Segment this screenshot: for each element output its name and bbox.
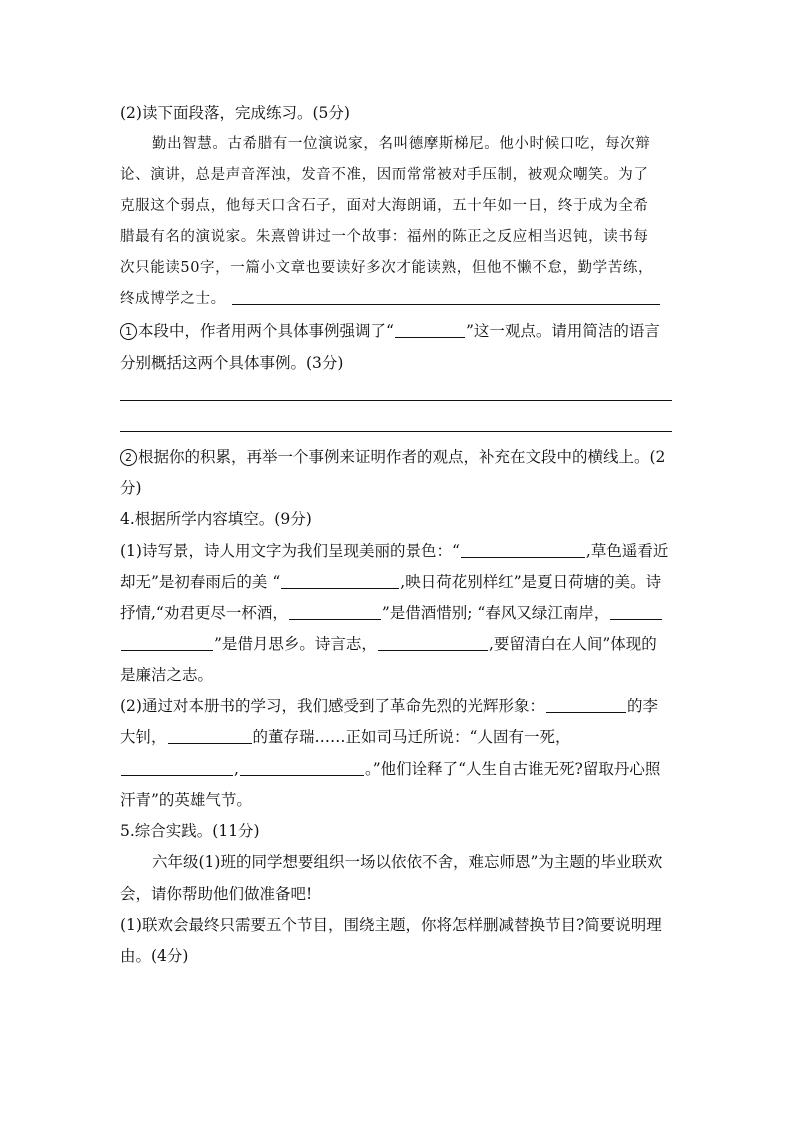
q4-p1-text: 却无”是初春雨后的美 “ — [120, 573, 281, 591]
sub-question-1 — [120, 321, 660, 341]
q4-p2-line1 — [120, 696, 658, 716]
passage-fill-blank[interactable] — [232, 289, 660, 305]
q4-p1-text: ”是借酒惜别; “春风又绿江南岸， — [381, 604, 610, 622]
q4-p1-text: ,草色遥看近 — [585, 542, 669, 560]
q4-p2-line3 — [120, 759, 660, 779]
q5-intro-line1: 六年级(1)班的同学想要组织一场以依依不舍，难忘师恩”为主题的毕业联欢 — [152, 853, 663, 871]
q5-p1-line1: (1)联欢会最终只需要五个节目，围绕主题，你将怎样删减替换节目?简要说明理 — [120, 916, 662, 934]
passage-line: 论、演讲，总是声音浑浊，发音不准，因而常常被对手压制，被观众嘲笑。为了 — [120, 167, 649, 183]
answer-line-1[interactable] — [120, 400, 672, 401]
hero-blank-1[interactable] — [546, 697, 626, 713]
q4-p1-line1 — [120, 541, 668, 561]
q4-p2-text: , — [234, 760, 239, 778]
q5-intro-line2: 会，请你帮助他们做准备吧! — [120, 885, 313, 903]
quote-blank-2[interactable] — [240, 760, 364, 776]
q4-p2-text: 。”他们诠释了“人生自古谁无死?留取丹心照 — [364, 760, 661, 778]
passage-last-text: 终成博学之士。 — [120, 291, 226, 307]
poem-blank-3[interactable] — [289, 604, 381, 620]
q4-p2-text: 的李 — [626, 697, 658, 715]
q4-p2-text: 的董存瑞……正如司马迁所说：“人固有一死， — [252, 728, 571, 746]
viewpoint-blank[interactable] — [395, 322, 465, 338]
question-5-title: 5.综合实践。(11分) — [120, 822, 260, 840]
question-title: (2)读下面段落，完成练习。(5分) — [120, 104, 350, 122]
sub1-text-a: 本段中，作者用两个具体事例强调了“ — [138, 322, 394, 340]
passage-line — [120, 289, 661, 309]
circled-number-1: 1 — [120, 323, 137, 340]
poem-blank-4b[interactable] — [121, 635, 213, 651]
q5-p1-line2: 由。(4分) — [120, 947, 189, 965]
circled-number-2: 2 — [120, 449, 137, 466]
hero-blank-2[interactable] — [168, 728, 252, 744]
poem-blank-5[interactable] — [378, 635, 488, 651]
q4-p1-text: 抒情,“劝君更尽一杯酒， — [120, 604, 288, 622]
q4-p1-line2 — [120, 572, 661, 592]
q4-p2-text: 大钊， — [120, 728, 167, 746]
q4-p1-line4 — [120, 634, 657, 654]
q4-p1-text: ”是借月思乡。诗言志， — [214, 635, 377, 653]
q4-p2-text: (2)通过对本册书的学习，我们感受到了革命先烈的光辉形象： — [120, 697, 545, 715]
sub-question-2 — [120, 447, 665, 467]
sub1-text-b: ”这一观点。请用简洁的语言 — [465, 322, 660, 340]
q4-p1-text: (1)诗写景，诗人用文字为我们呈现美丽的景色：“ — [120, 542, 460, 560]
passage-line: 腊最有名的演说家。朱熹曾讲过一个故事：福州的陈正之反应相当迟钝，读书每 — [120, 229, 649, 245]
poem-blank-4a[interactable] — [610, 604, 662, 620]
q4-p1-line3 — [120, 603, 663, 623]
answer-line-2[interactable] — [120, 431, 672, 432]
q4-p1-text: ,要留清白在人间”体现的 — [488, 635, 657, 653]
passage-line: 克服这个弱点，他每天口含石子，面对大海朗诵，五十年如一日，终于成为全希 — [120, 198, 649, 214]
q4-p2-line2 — [120, 727, 570, 747]
sub-question-2-cont: 分) — [120, 479, 142, 497]
sub-question-1-cont: 分别概括这两个具体事例。(3分) — [120, 354, 344, 372]
poem-blank-1[interactable] — [461, 542, 585, 558]
q4-p1-line5: 是廉洁之志。 — [120, 666, 214, 684]
sub2-text: 根据你的积累，再举一个事例来证明作者的观点，补充在文段中的横线上。(2 — [138, 448, 666, 466]
poem-blank-2[interactable] — [281, 573, 399, 589]
q4-p2-line4: 汗青”的英雄气节。 — [120, 791, 252, 809]
passage-line: 次只能读50字，一篇小文章也要读好多次才能读熟，但他不懒不怠，勤学苦练， — [120, 260, 654, 276]
quote-blank-1[interactable] — [121, 760, 233, 776]
question-4-title: 4.根据所学内容填空。(9分) — [120, 510, 312, 528]
q4-p1-text: ,映日荷花别样红”是夏日荷塘的美。诗 — [400, 573, 662, 591]
passage-line: 勤出智慧。古希腊有一位演说家，名叫德摩斯梯尼。他小时候口吃，每次辩 — [152, 136, 651, 152]
